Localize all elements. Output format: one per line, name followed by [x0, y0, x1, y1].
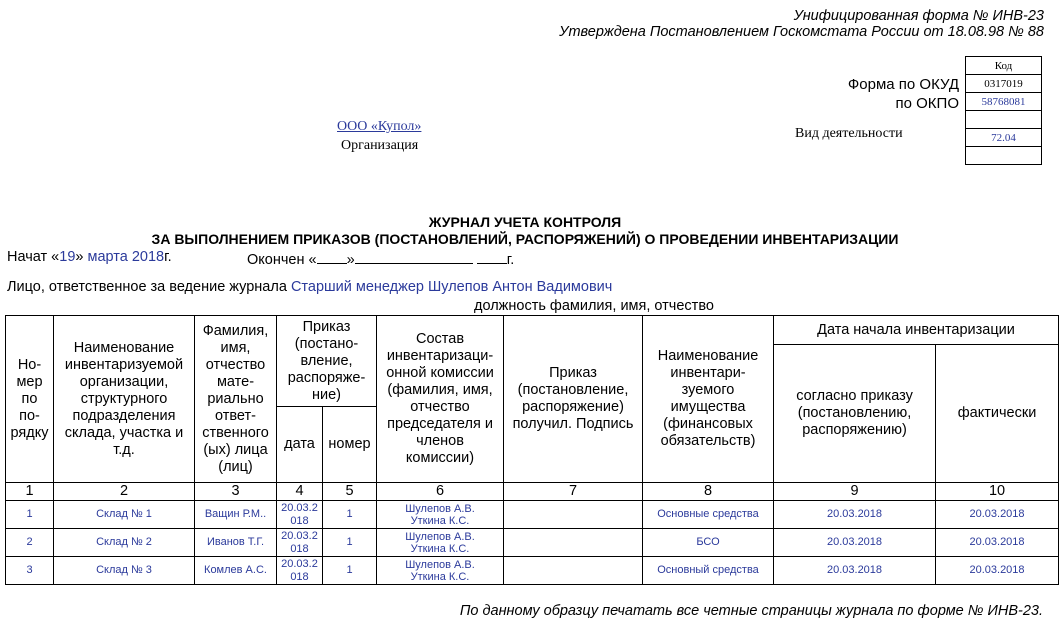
- column-number: 3: [195, 483, 277, 501]
- header-unit-text: Наименование инвентаризуемой организации, структурного подразделения склада, участка и т.д.: [64, 339, 184, 458]
- row-signature: [504, 501, 643, 529]
- ended-day-blank: [317, 249, 347, 264]
- row-person: Иванов Т.Г.: [195, 529, 277, 557]
- row-signature: [504, 557, 643, 585]
- started-day: 19: [59, 249, 76, 265]
- organization-caption: Организация: [341, 138, 419, 153]
- table-row: [6, 501, 1059, 529]
- responsible-caption: должность фамилия, имя, отчество: [474, 298, 714, 314]
- row-order-no: 1: [323, 529, 377, 557]
- ended-date-line: [247, 249, 514, 268]
- header-number-text: Но- мер по по- рядку: [10, 356, 49, 441]
- ended-prefix: Окончен «: [247, 252, 317, 268]
- started-mid: »: [75, 249, 88, 265]
- header-property: [643, 316, 774, 483]
- journal-title: ЖУРНАЛ УЧЕТА КОНТРОЛЯ: [428, 214, 622, 230]
- responsible-line: [7, 279, 612, 295]
- ended-suffix: г.: [506, 252, 515, 268]
- okud-code: 0317019: [966, 75, 1042, 93]
- activity-label: Вид деятельности: [795, 126, 903, 141]
- row-number: 2: [6, 529, 54, 557]
- ended-month-blank: [355, 249, 473, 264]
- row-commission: Шулепов А.В. Уткина К.С.: [377, 529, 504, 557]
- inventory-table: [5, 315, 1059, 585]
- header-person: [195, 316, 277, 483]
- header-date-fact-text: фактически: [957, 405, 1037, 421]
- column-number: 5: [323, 483, 377, 501]
- header-date-fact: [936, 345, 1059, 483]
- code-header: Код: [966, 57, 1042, 75]
- row-unit: Склад № 1: [54, 501, 195, 529]
- header-order-date-text: дата: [284, 436, 315, 452]
- header-order-date: [277, 407, 323, 483]
- approval-note: Утверждена Постановлением Госкомстата России от 18.08.98 № 88: [559, 24, 1044, 40]
- code-empty-cell: [966, 111, 1042, 129]
- row-date-plan: 20.03.2018: [774, 557, 936, 585]
- header-person-text: Фамилия, имя, отчество мате- риально ответ- ственного (ых) лица (лиц): [202, 322, 269, 475]
- header-unit: [54, 316, 195, 483]
- started-prefix: Начат «: [7, 249, 60, 265]
- row-property: БСО: [643, 529, 774, 557]
- row-order-date: 20.03.2 018: [277, 557, 323, 585]
- column-number: 7: [504, 483, 643, 501]
- column-number: 6: [377, 483, 504, 501]
- column-number: 9: [774, 483, 936, 501]
- started-date-line: [7, 249, 172, 265]
- row-order-no: 1: [323, 501, 377, 529]
- row-order-no: 1: [323, 557, 377, 585]
- header-order-no-text: номер: [328, 436, 371, 452]
- footer-note: По данному образцу печатать все четные страницы журнала по форме № ИНВ-23.: [459, 603, 1043, 619]
- header-commission-text: Состав инвентаризаци- онной комиссии (фамилия, имя, отчество председателя и членов комиссии): [386, 331, 494, 466]
- row-order-date: 20.03.2 018: [277, 501, 323, 529]
- ended-mid: »: [346, 252, 355, 268]
- okpo-code: 58768081: [966, 93, 1042, 111]
- table-row: [6, 529, 1059, 557]
- row-number: 3: [6, 557, 54, 585]
- row-date-fact: 20.03.2018: [936, 501, 1059, 529]
- row-date-plan: 20.03.2018: [774, 529, 936, 557]
- column-number: 10: [936, 483, 1059, 501]
- started-month-year: марта 2018: [87, 249, 165, 265]
- header-date-plan: [774, 345, 936, 483]
- header-date-plan-text: согласно приказу (постановлению, распоряжению): [796, 388, 913, 438]
- form-name: Унифицированная форма № ИНВ-23: [793, 8, 1044, 24]
- header-commission: [377, 316, 504, 483]
- row-person: Комлев А.С.: [195, 557, 277, 585]
- header-order-text: Приказ (постано- вление, распоряже- ние): [287, 318, 366, 403]
- journal-subtitle: ЗА ВЫПОЛНЕНИЕМ ПРИКАЗОВ (ПОСТАНОВЛЕНИЙ, РАСПОРЯЖЕНИЙ) О ПРОВЕДЕНИИ ИНВЕНТАРИЗАЦИИ: [151, 231, 899, 247]
- column-number: 1: [6, 483, 54, 501]
- column-number: 8: [643, 483, 774, 501]
- row-date-fact: 20.03.2018: [936, 529, 1059, 557]
- organization-name: ООО «Купол»: [337, 119, 422, 134]
- ended-year-blank: [477, 249, 507, 264]
- row-commission: Шулепов А.В. Уткина К.С.: [377, 557, 504, 585]
- row-date-plan: 20.03.2018: [774, 501, 936, 529]
- row-order-date: 20.03.2 018: [277, 529, 323, 557]
- column-number-row: [6, 483, 1059, 501]
- responsible-label: Лицо, ответственное за ведение журнала: [7, 279, 287, 295]
- code-box: [965, 56, 1042, 165]
- okpo-label: по ОКПО: [895, 95, 959, 112]
- row-signature: [504, 529, 643, 557]
- row-unit: Склад № 2: [54, 529, 195, 557]
- header-order-no: [323, 407, 377, 483]
- started-suffix: г.: [164, 249, 172, 265]
- column-number: 2: [54, 483, 195, 501]
- activity-code: 72.04: [966, 129, 1042, 147]
- row-property: Основный средства: [643, 557, 774, 585]
- column-number: 4: [277, 483, 323, 501]
- row-number: 1: [6, 501, 54, 529]
- header-signature: [504, 316, 643, 483]
- table-row: [6, 557, 1059, 585]
- header-start-date: [774, 316, 1059, 345]
- header-property-text: Наименование инвентари- зуемого имущества (финансовых обязательств): [657, 348, 759, 449]
- responsible-value: Старший менеджер Шулепов Антон Вадимович: [290, 279, 613, 295]
- code-empty-cell: [966, 147, 1042, 165]
- header-number: [6, 316, 54, 483]
- row-person: Ващин Р.М..: [195, 501, 277, 529]
- okud-label: Форма по ОКУД: [847, 76, 959, 93]
- header-signature-text: Приказ (постановление, распоряжение) получил. Подпись: [512, 365, 634, 432]
- row-property: Основные средства: [643, 501, 774, 529]
- header-start-date-text: Дата начала инвентаризации: [817, 321, 1015, 338]
- row-unit: Склад № 3: [54, 557, 195, 585]
- row-date-fact: 20.03.2018: [936, 557, 1059, 585]
- row-commission: Шулепов А.В. Уткина К.С.: [377, 501, 504, 529]
- header-order: [277, 316, 377, 407]
